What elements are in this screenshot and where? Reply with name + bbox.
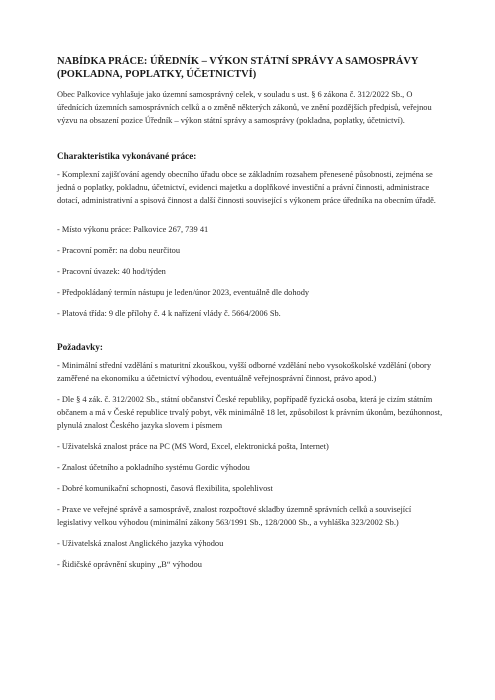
requirement-item-license: - Řidičské oprávnění skupiny „B“ výhodou — [57, 560, 202, 569]
characteristics-heading: Charakteristika vykonávané práce: — [57, 151, 197, 161]
requirement-item-gordic: - Znalost účetního a pokladního systému Gordic výhodou — [57, 463, 250, 472]
conditions-list — [57, 223, 445, 320]
document-title: NABÍDKA PRÁCE: ÚŘEDNÍK – VÝKON STÁTNÍ SPRÁVY A SAMOSPRÁVY (POKLADNA, POPLATKY, ÚČETNICTVÍ) — [57, 56, 419, 80]
section-spacer — [57, 207, 445, 223]
requirement-item-pc: - Uživatelská znalost práce na PC (MS Word, Excel, elektronická pošta, Internet) — [57, 442, 329, 451]
requirement-item-practice: - Praxe ve veřejné správě a samosprávě, znalost rozpočtové skladby územně správních celků a související legislativy velkou výhodou (minimální zákony 563/1991 Sb., 128/2000 Sb., a vyhláška 323/2002 Sb.) — [57, 505, 412, 527]
requirement-item-english: - Uživatelská znalost Anglického jazyka výhodou — [57, 539, 224, 548]
requirement-item-education: - Minimální střední vzdělání s maturitní zkouškou, vyšší odborné vzdělání nebo vysokoškolské vzdělání (obory zaměřené na ekonomiku a účetnictví výhodou, eventuálně veřejnosprávní činnost, právo apod.) — [57, 361, 432, 383]
condition-item-place: - Místo výkonu práce: Palkovice 267, 739 41 — [57, 225, 209, 234]
condition-item-hours: - Pracovní úvazek: 40 hod/týden — [57, 267, 166, 276]
requirement-item-legal: - Dle § 4 zák. č. 312/2002 Sb., státní občanství České republiky, popřípadě fyzická osoba, která je cizím státním občanem a má v České republice trvalý pobyt, věk minimálně 18 let, způsobilost k právním úkonům, bezúhonnost, plynulá znalost Českého jazyka slovem i písmem — [57, 395, 443, 430]
requirements-list — [57, 359, 445, 571]
condition-item-salary: - Platová třída: 9 dle přílohy č. 4 k nařízení vlády č. 5664/2006 Sb. — [57, 309, 281, 318]
characteristics-item: - Komplexní zajišťování agendy obecního úřadu obce se základním rozsahem přenesené působnosti, zejména se jedná o poplatky, pokladnu, účetnictví, evidenci majetku a doplňkové investiční a právní činnosti, administrace dotací, administrativní a spisová činnost a další činnosti související s výkonem práce úředníka na obecním úřadě. — [57, 170, 436, 205]
condition-item-employment: - Pracovní poměr: na dobu neurčitou — [57, 246, 181, 255]
condition-item-start: - Předpokládaný termín nástupu je leden/únor 2023, eventuálně dle dohody — [57, 288, 310, 297]
intro-paragraph: Obec Palkovice vyhlašuje jako územní samosprávný celek, v souladu s ust. § 6 zákona č. 312/2022 Sb., O úřednících územních samosprávních celků a o změně některých zákonů, ve znění pozdějších předpisů, veřejnou výzvu na obsazení pozice Úředník – výkon státní správy a samosprávy (pokladna, poplatky, účetnictví). — [57, 90, 432, 125]
requirement-item-communication: - Dobré komunikační schopnosti, časová flexibilita, spolehlivost — [57, 484, 273, 493]
requirements-heading: Požadavky: — [57, 342, 103, 352]
